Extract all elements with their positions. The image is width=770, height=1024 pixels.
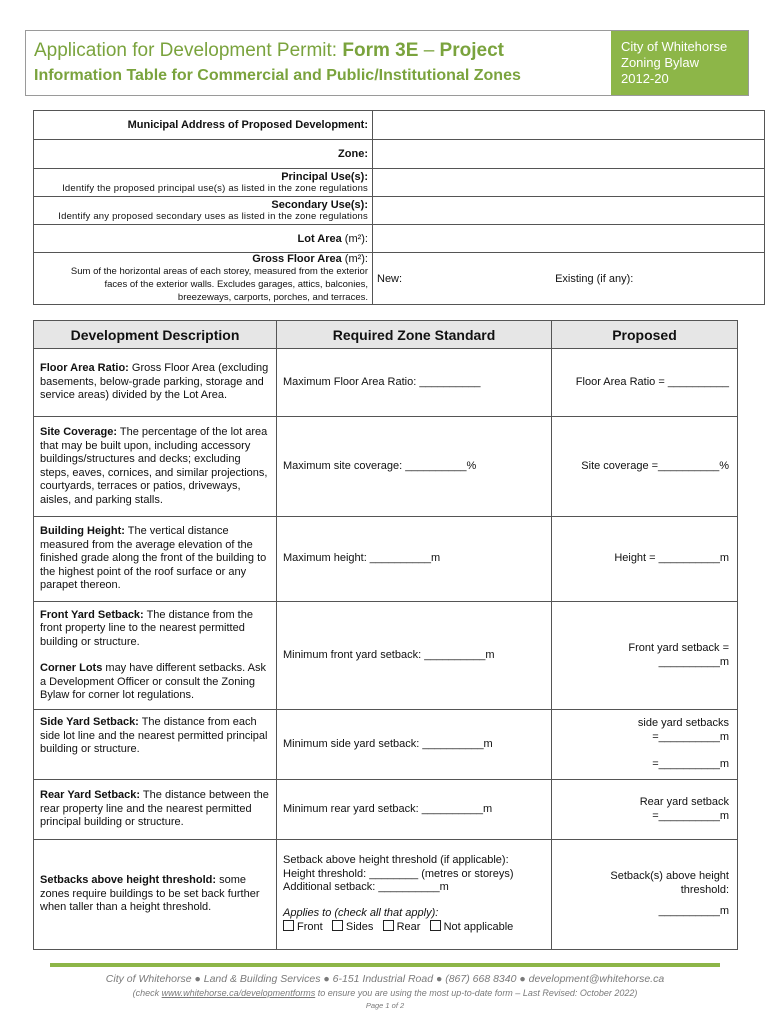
bylaw-name: Zoning Bylaw <box>621 55 700 70</box>
sides-option-label: Sides <box>345 921 374 934</box>
side-setback-2[interactable]: =__________m <box>652 758 729 771</box>
standard-field[interactable]: Minimum front yard setback: __________m <box>277 602 552 710</box>
standard-field[interactable]: Minimum rear yard setback: __________m <box>277 780 552 840</box>
front-checkbox[interactable] <box>283 920 294 931</box>
term-label: Front Yard Setback: <box>40 608 144 621</box>
term-description: some zones require buildings to be set back further when taller than a height threshold. <box>40 874 260 914</box>
secondary-use-hint: Identify any proposed secondary uses as listed in the zone regulations <box>58 210 368 222</box>
bylaw-badge <box>611 31 748 95</box>
title-project: Project <box>439 40 504 61</box>
address-label: Municipal Address of Proposed Development: <box>127 119 368 131</box>
threshold-proposed-label: Setback(s) above height threshold: <box>610 870 729 896</box>
principal-use-label-cell <box>34 169 373 197</box>
side-setback-1[interactable]: side yard setbacks =__________m <box>637 717 729 743</box>
principal-use-input[interactable] <box>373 169 765 197</box>
gfa-hint-1: Sum of the horizontal areas of each storey, measured from the exterior <box>70 266 368 277</box>
row-description <box>34 710 277 780</box>
table-row <box>34 710 738 780</box>
standard-field[interactable]: Minimum side yard setback: __________m <box>277 710 552 780</box>
not-applicable-label: Not applicable <box>443 921 514 934</box>
rear-option-label: Rear <box>396 921 421 934</box>
secondary-use-label: Secondary Use(s): <box>271 198 368 211</box>
threshold-intro: Setback above height threshold (if applicable): <box>283 854 509 867</box>
proposed-field[interactable]: Site coverage =__________% <box>552 417 738 517</box>
standard-field[interactable]: Maximum Floor Area Ratio: __________ <box>277 349 552 417</box>
term-description: The distance between the rear property line and the nearest permitted principal building or structure. <box>40 789 269 829</box>
term-label: Side Yard Setback: <box>40 716 139 728</box>
forms-link[interactable]: www.whitehorse.ca/developmentforms <box>161 988 316 998</box>
threshold-proposed-field[interactable]: __________m <box>658 905 729 918</box>
form-title <box>34 40 504 62</box>
applies-to-options <box>283 920 545 935</box>
gfa-hint-3: breezeways, carports, porches, and terraces. <box>177 292 368 303</box>
gfa-input-cell[interactable] <box>373 253 765 305</box>
standard-field[interactable]: Maximum height: __________m <box>277 517 552 602</box>
rear-checkbox[interactable] <box>383 920 394 931</box>
lot-area-input[interactable] <box>373 225 765 253</box>
principal-use-label: Principal Use(s): <box>281 170 368 183</box>
term-description: The distance from the front property line to the nearest permitted building or structure. <box>40 608 253 648</box>
proposed-field[interactable]: Floor Area Ratio = __________ <box>552 349 738 417</box>
row-description <box>34 349 277 417</box>
footer-revision-note <box>0 988 770 998</box>
secondary-use-input[interactable] <box>373 197 765 225</box>
term-label: Building Height: <box>40 525 125 538</box>
title-form-number: Form 3E <box>342 40 419 61</box>
gfa-hint-2: faces of the exterior walls. Excludes garages, attics, balconies, <box>104 279 368 290</box>
row-description <box>34 840 277 950</box>
lot-area-label-cell <box>34 225 373 253</box>
gfa-label: Gross Floor Area <box>252 253 342 265</box>
threshold-height-field[interactable]: Height threshold: ________ (metres or storeys) <box>283 867 514 880</box>
term-description: Gross Floor Area (excluding basements, below-grade parking, storage and service areas) divided by the Lot Area. <box>40 362 269 402</box>
address-label-cell <box>34 111 373 140</box>
title-dash: – <box>423 40 435 61</box>
gfa-unit: (m²): <box>344 253 368 265</box>
corner-lots-label: Corner Lots <box>40 662 103 674</box>
revision-note-start: (check <box>132 988 162 998</box>
table-row <box>34 417 738 517</box>
table-row <box>34 349 738 417</box>
term-description: The distance from each side lot line and the nearest permitted principal building or structure. <box>40 716 268 755</box>
proposed-field[interactable]: Height = __________m <box>552 517 738 602</box>
standard-field[interactable]: Maximum site coverage: __________% <box>277 417 552 517</box>
page-number: Page 1 of 2 <box>365 1001 405 1010</box>
term-label: Rear Yard Setback: <box>40 789 141 802</box>
threshold-setback-field[interactable]: Additional setback: __________m <box>283 881 449 894</box>
development-table <box>33 320 738 950</box>
term-label: Site Coverage: <box>40 426 118 438</box>
org-name: City of Whitehorse <box>621 39 728 54</box>
col-header-standard: Required Zone Standard <box>277 321 552 349</box>
front-option-label: Front <box>297 921 323 934</box>
form-subtitle: Information Table for Commercial and Public/Institutional Zones <box>34 67 521 84</box>
table-row <box>34 840 738 950</box>
table-row <box>34 517 738 602</box>
footer-contact: City of Whitehorse ● Land & Building Services ● 6-151 Industrial Road ● (867) 668 8340 ● development@whitehorse.ca <box>105 973 665 985</box>
corner-lots-description: may have different setbacks. Ask a Development Officer or consult the Zoning Bylaw for corner lot regulations. <box>40 662 267 701</box>
term-description: The percentage of the lot area that may be built upon, including accessory buildings/structures and decks; excluding steps, eaves, cornices, and similar projections, courtyards, terraces or patios, driveways, aisles, and parking stalls. <box>40 426 268 506</box>
secondary-use-label-cell <box>34 197 373 225</box>
zone-input[interactable] <box>373 140 765 169</box>
term-label: Setbacks above height threshold: <box>40 874 217 887</box>
term-description: The vertical distance measured from the average elevation of the finished grade along the front of the building to the highest point of the roof surface or any parapet thereon. <box>40 525 267 592</box>
lot-area-label: Lot Area <box>297 232 342 245</box>
term-label: Floor Area Ratio: <box>40 362 129 375</box>
proposed-field[interactable]: Front yard setback = __________m <box>552 602 738 710</box>
col-header-proposed: Proposed <box>552 321 738 349</box>
col-header-description: Development Description <box>34 321 277 349</box>
proposed-field[interactable]: Rear yard setback =__________m <box>552 780 738 840</box>
row-description <box>34 780 277 840</box>
footer-divider <box>50 963 720 967</box>
proposed-field[interactable] <box>552 840 738 950</box>
sides-checkbox[interactable] <box>332 920 343 931</box>
height-threshold-cell[interactable] <box>277 840 552 950</box>
zone-label: Zone: <box>338 148 368 160</box>
form-header <box>25 30 749 96</box>
title-prefix: Application for Development Permit: <box>34 40 338 61</box>
row-description <box>34 417 277 517</box>
lot-area-unit: (m²): <box>344 232 368 245</box>
proposed-field[interactable] <box>552 710 738 780</box>
form-title-block <box>26 31 610 95</box>
table-row <box>34 780 738 840</box>
gfa-label-cell <box>34 253 373 305</box>
principal-use-hint: Identify the proposed principal use(s) as listed in the zone regulations <box>62 182 368 194</box>
revision-note-end: to ensure you are using the most up-to-date form – Last Revised: October 2022) <box>315 988 638 998</box>
applies-to-label: Applies to (check all that apply): <box>283 906 439 919</box>
gfa-new-label: New: <box>377 272 403 285</box>
gfa-existing-label: Existing (if any): <box>555 272 634 285</box>
zone-label-cell <box>34 140 373 169</box>
project-info-table <box>33 110 765 305</box>
not-applicable-checkbox[interactable] <box>430 920 441 931</box>
row-description <box>34 602 277 710</box>
table-row <box>34 602 738 710</box>
address-input[interactable] <box>373 111 765 140</box>
row-description <box>34 517 277 602</box>
bylaw-number: 2012-20 <box>621 71 669 86</box>
